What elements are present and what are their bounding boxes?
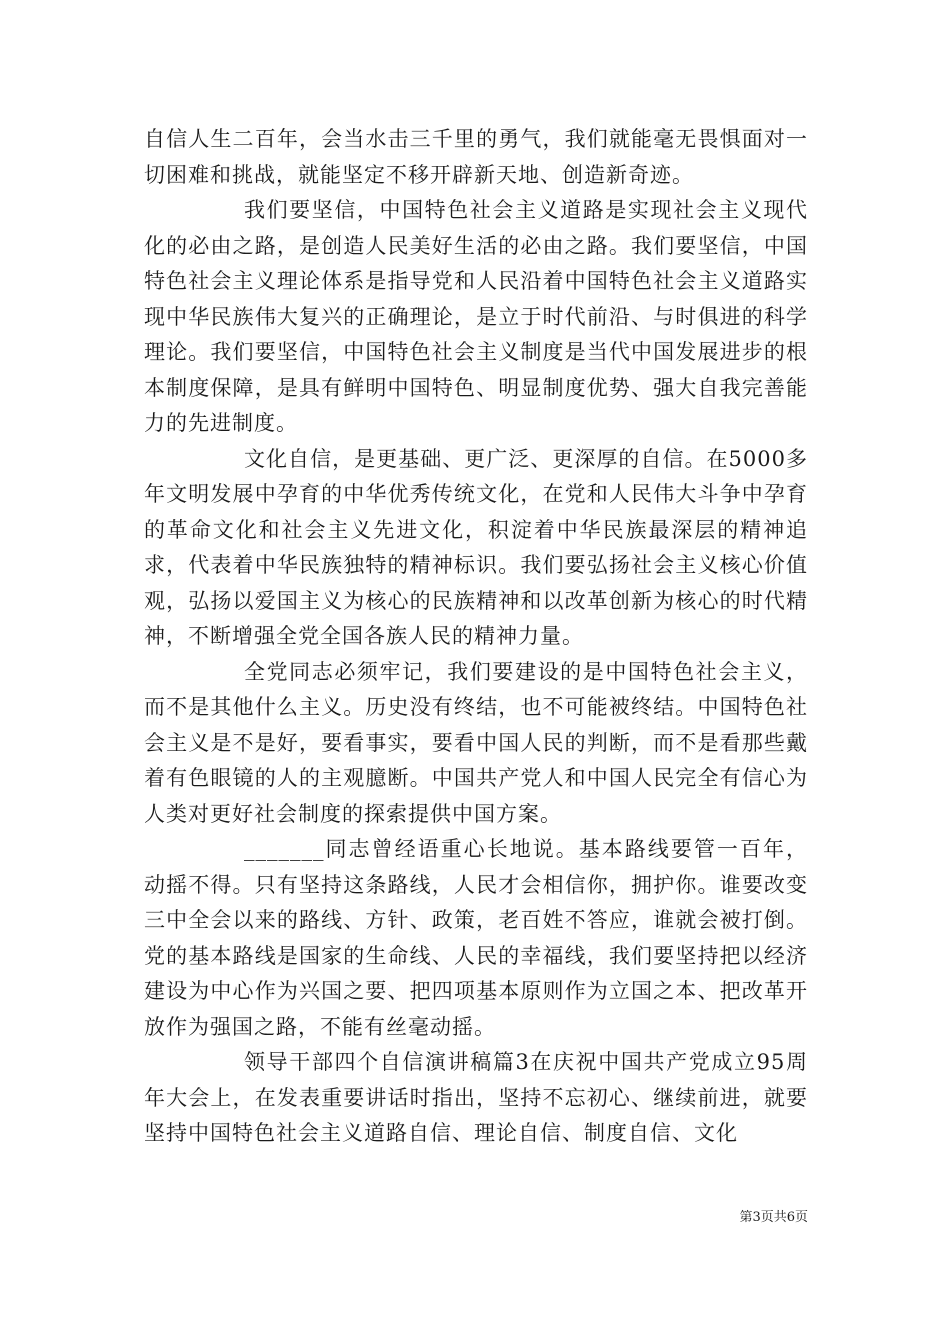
paragraph-3: 文化自信，是更基础、更广泛、更深厚的自信。在5000多年文明发展中孕育的中华优秀传统文化，在党和人民伟大斗争中孕育的革命文化和社会主义先进文化，积淀着中华民族最深层的精神追求，代表着中华民族独特的精神标识。我们要弘扬社会主义核心价值观，弘扬以爱国主义为核心的民族精神和以改革创新为核心的时代精神，不断增强全党全国各族人民的精神力量。	[144, 446, 808, 648]
paragraph-5: _______同志曾经语重心长地说。基本路线要管一百年，动摇不得。只有坚持这条路线，人民才会相信你，拥护你。谁要改变三中全会以来的路线、方针、政策，老百姓不答应，谁就会被打倒。党的基本路线是国家的生命线、人民的幸福线，我们要坚持把以经济建设为中心作为兴国之要、把四项基本原则作为立国之本、把改革开放作为强国之路，不能有丝毫动摇。	[144, 837, 808, 1039]
paragraph-1: 自信人生二百年，会当水击三千里的勇气，我们就能毫无畏惧面对一切困难和挑战，就能坚定不移开辟新天地、创造新奇迹。	[144, 127, 808, 187]
paragraph-4: 全党同志必须牢记，我们要建设的是中国特色社会主义，而不是其他什么主义。历史没有终结，也不可能被终结。中国特色社会主义是不是好，要看事实，要看中国人民的判断，而不是看那些戴着有色眼镜的人的主观臆断。中国共产党人和中国人民完全有信心为人类对更好社会制度的探索提供中国方案。	[144, 659, 808, 826]
page-number-footer: 第3页共6页	[739, 1210, 808, 1225]
paragraph-2: 我们要坚信，中国特色社会主义道路是实现社会主义现代化的必由之路，是创造人民美好生活的必由之路。我们要坚信，中国特色社会主义理论体系是指导党和人民沿着中国特色社会主义道路实现中华民族伟大复兴的正确理论，是立于时代前沿、与时俱进的科学理论。我们要坚信，中国特色社会主义制度是当代中国发展进步的根本制度保障，是具有鲜明中国特色、明显制度优势、强大自我完善能力的先进制度。	[144, 198, 808, 435]
document-body	[144, 122, 808, 1152]
paragraph-6: 领导干部四个自信演讲稿篇3在庆祝中国共产党成立95周年大会上，在发表重要讲话时指出，坚持不忘初心、继续前进，就要坚持中国特色社会主义道路自信、理论自信、制度自信、文化	[144, 1050, 808, 1145]
